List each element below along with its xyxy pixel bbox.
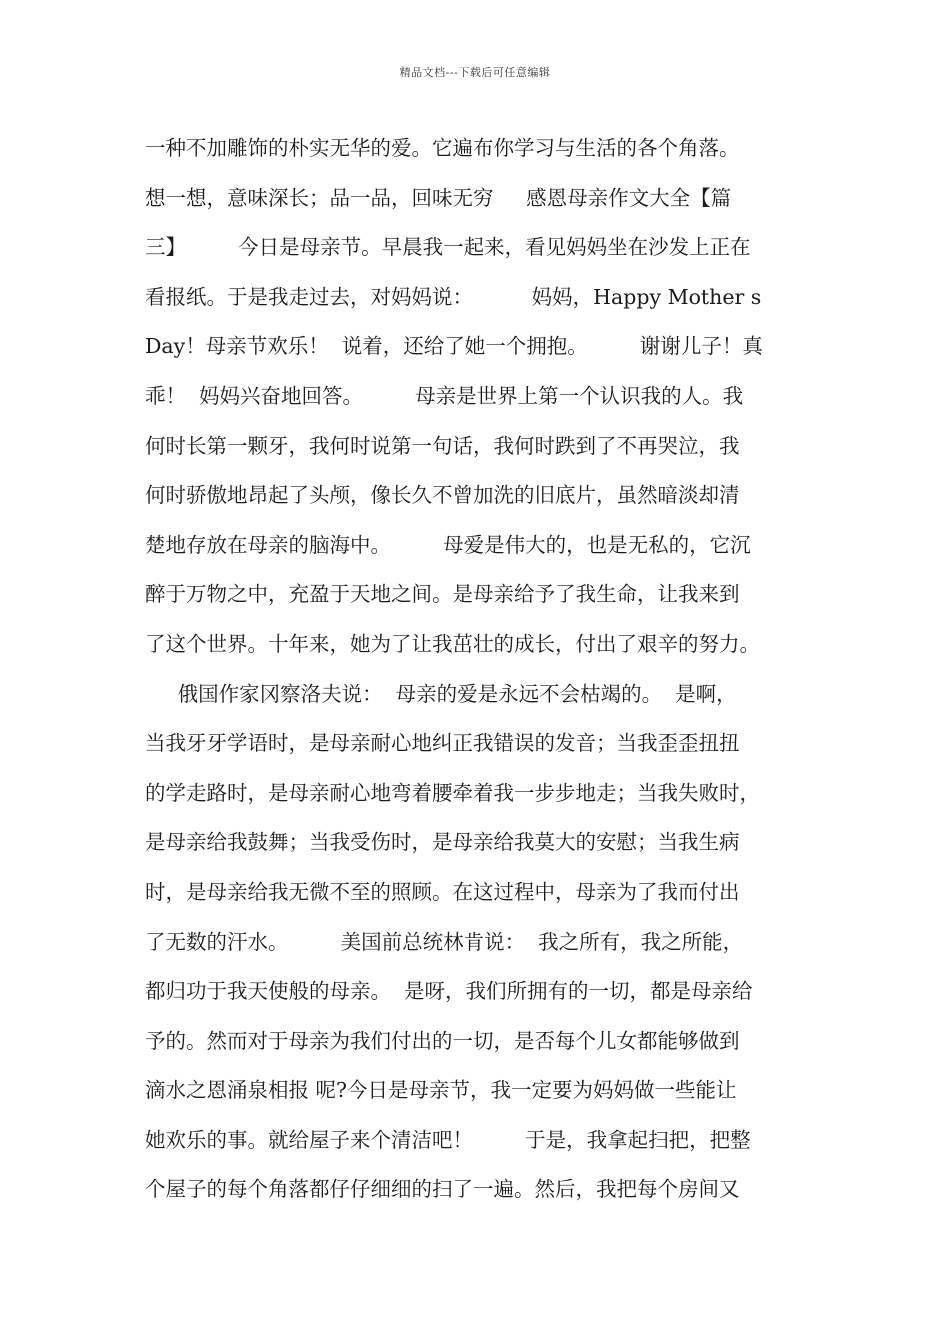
text-line: 当我牙牙学语时，是母亲耐心地纠正我错误的发音；当我歪歪扭扭: [145, 731, 740, 756]
text-line: 都归功于我天使般的母亲。 是呀，我们所拥有的一切，都是母亲给: [145, 979, 753, 1004]
text-line: 乖！ 妈妈兴奋地回答。 母亲是世界上第一个认识我的人。我: [145, 383, 744, 408]
text-line: 了无数的汗水。 美国前总统林肯说： 我之所有，我之所能，: [145, 929, 744, 954]
text-line: 予的。然而对于母亲为我们付出的一切，是否每个儿女都能够做到: [145, 1028, 740, 1053]
text-line: 俄国作家冈察洛夫说： 母亲的爱是永远不会枯竭的。 是啊，: [145, 681, 737, 706]
text-line: 她欢乐的事。就给屋子来个清洁吧！ 于是，我拿起扫把，把整: [145, 1127, 751, 1152]
text-line: 一种不加雕饰的朴实无华的爱。它遍布你学习与生活的各个角落。: [145, 136, 740, 160]
text-line: 看报纸。于是我走过去，对妈妈说： 妈妈，Happy Mother s: [145, 284, 762, 309]
text-line: 了这个世界。十年来，她为了让我茁壮的成长，付出了艰辛的努力。: [145, 631, 760, 656]
text-line: 何时长第一颗牙，我何时说第一句话，我何时跌到了不再哭泣，我: [145, 433, 740, 458]
text-line: Day！母亲节欢乐！ 说着，还给了她一个拥抱。 谢谢儿子！真: [145, 334, 763, 359]
text-line: 醉于万物之中，充盈于天地之间。是母亲给予了我生命，让我来到: [145, 582, 740, 607]
text-line: 楚地存放在母亲的脑海中。 母爱是伟大的，也是无私的，它沉: [145, 532, 751, 557]
text-line: 想一想，意味深长；品一品，回味无穷 感恩母亲作文大全【篇: [145, 185, 732, 210]
text-line: 是母亲给我鼓舞；当我受伤时，是母亲给我莫大的安慰；当我生病: [145, 830, 740, 855]
page-header: 精品文档---下载后可任意编辑: [399, 66, 551, 79]
text-line: 何时骄傲地昂起了头颅，像长久不曾加洗的旧底片，虽然暗淡却清: [145, 483, 740, 508]
text-line: 三】 今日是母亲节。早晨我一起来，看见妈妈坐在沙发上正在: [145, 235, 751, 260]
text-line: 时，是母亲给我无微不至的照顾。在这过程中，母亲为了我而付出: [145, 879, 740, 904]
text-line: 滴水之恩涌泉相报 呢?今日是母亲节，我一定要为妈妈做一些能让: [145, 1078, 737, 1103]
text-line: 个屋子的每个角落都仔仔细细的扫了一遍。然后，我把每个房间又: [145, 1177, 740, 1202]
text-line: 的学走路时，是母亲耐心地弯着腰牵着我一步步地走；当我失败时，: [145, 780, 760, 805]
document-body: [145, 124, 825, 1215]
